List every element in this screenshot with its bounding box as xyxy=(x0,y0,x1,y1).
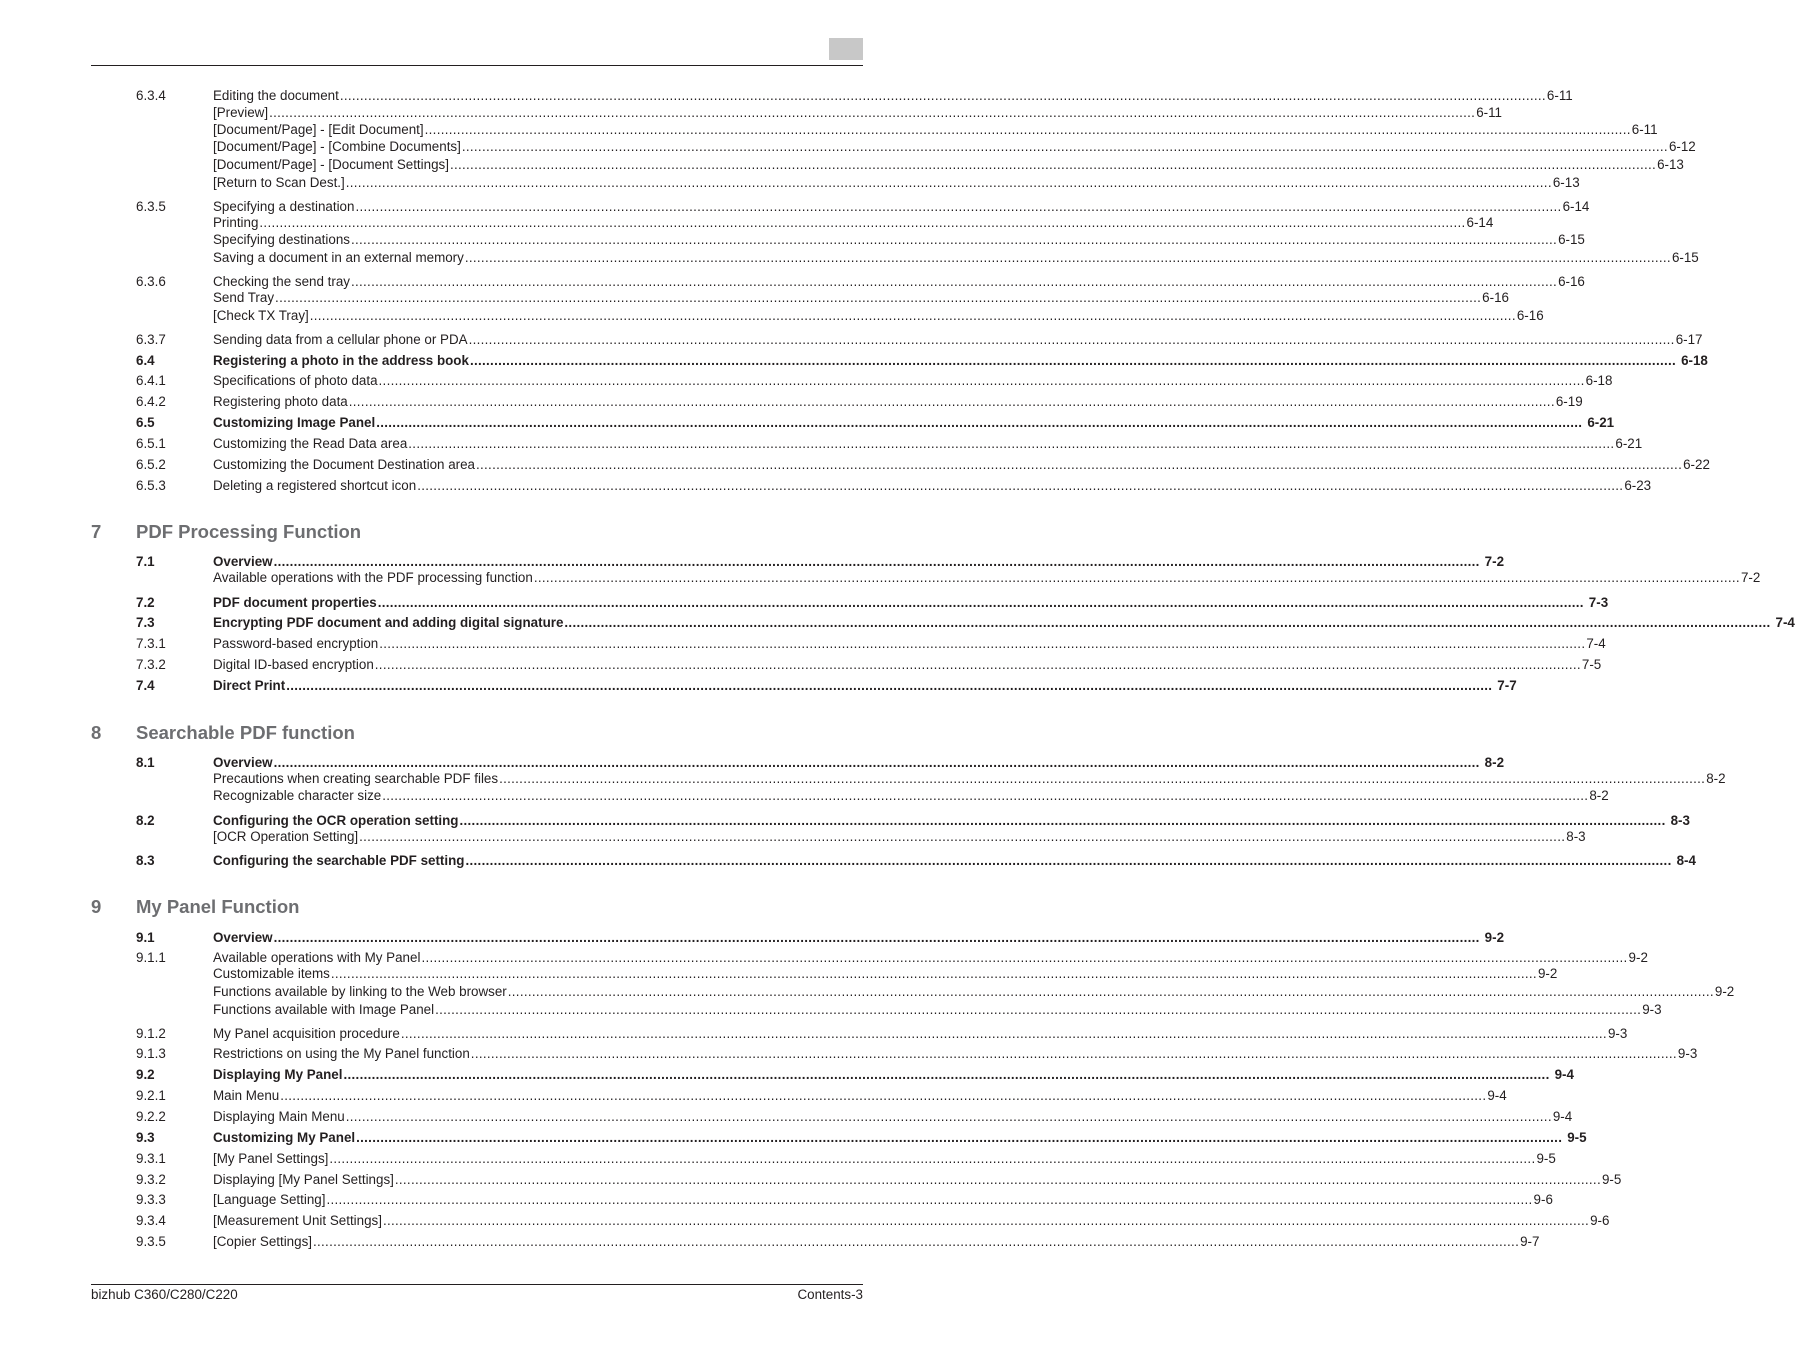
toc-entry-title: Overview xyxy=(213,554,273,569)
toc-entry-number: 7.3.2 xyxy=(136,657,166,672)
header-rule xyxy=(91,65,863,66)
toc-entry-number: 7.4 xyxy=(136,678,155,693)
toc-entry-title: [Copier Settings] xyxy=(213,1234,312,1249)
toc-entry-line xyxy=(213,852,1696,869)
toc-entry-number: 9.1 xyxy=(136,930,155,945)
toc-entry-number: 6.3.5 xyxy=(136,199,166,214)
chapter-heading-7 xyxy=(91,520,863,544)
toc-entry[interactable] xyxy=(136,1025,1628,1042)
toc-entry-number: 9.2.2 xyxy=(136,1109,166,1124)
toc-entry-page: 9-6 xyxy=(1533,1192,1553,1207)
dot-leader: ............................................................................................................................................................................................................................................................................................................ xyxy=(273,554,1480,569)
toc-entry-page: 6-16 xyxy=(1558,274,1585,289)
toc-entry-number: 7.3 xyxy=(136,615,155,630)
dot-leader: ............................................................................................................................................................................................................................................................................................................ xyxy=(400,1026,1607,1041)
toc-entry-line xyxy=(213,1150,1556,1167)
dot-leader: ............................................................................................................................................................................................................................................................................................................ xyxy=(421,950,1628,965)
dot-leader: ............................................................................................................................................................................................................................................................................................................ xyxy=(417,478,1624,493)
toc-entry[interactable] xyxy=(136,331,1703,348)
dot-leader: ............................................................................................................................................................................................................................................................................................................ xyxy=(469,353,1677,368)
toc-entry-number: 8.1 xyxy=(136,755,155,770)
toc-entry-number: 7.3.1 xyxy=(136,636,166,651)
toc-entry-line xyxy=(213,569,1761,586)
toc-entry-line xyxy=(213,1087,1507,1104)
toc-entry[interactable] xyxy=(136,1087,1507,1104)
toc-section-entry[interactable] xyxy=(136,594,1609,611)
toc-entry-line xyxy=(213,477,1652,494)
dot-leader: ............................................................................................................................................................................................................................................................................................................ xyxy=(348,394,1555,409)
dot-leader: ............................................................................................................................................................................................................................................................................................................ xyxy=(378,373,1585,388)
dot-leader: ............................................................................................................................................................................................................................................................................................................ xyxy=(309,308,1516,323)
toc-entry-line xyxy=(213,87,1573,104)
toc-entry-line xyxy=(213,1025,1628,1042)
chapter-title: My Panel Function xyxy=(136,896,300,917)
dot-leader: ............................................................................................................................................................................................................................................................................................................ xyxy=(329,1151,1536,1166)
toc-entry-line xyxy=(213,812,1690,829)
toc-entry-number: 9.2.1 xyxy=(136,1088,166,1103)
toc-entry[interactable] xyxy=(136,1171,1622,1188)
toc-entry-page: 7-3 xyxy=(1588,595,1609,610)
dot-leader: ............................................................................................................................................................................................................................................................................................................ xyxy=(377,595,1584,610)
toc-entry-title: Registering photo data xyxy=(213,394,348,409)
toc-entry-title: Customizing the Read Data area xyxy=(213,436,408,451)
dot-leader: ............................................................................................................................................................................................................................................................................................................ xyxy=(382,1213,1590,1228)
toc-entry-title: Overview xyxy=(213,930,273,945)
toc-entry-number: 9.3.1 xyxy=(136,1151,166,1166)
toc-entry-line xyxy=(213,104,1502,121)
dot-leader: ............................................................................................................................................................................................................................................................................................................ xyxy=(470,1046,1677,1061)
toc-entry[interactable] xyxy=(136,372,1613,389)
toc-entry[interactable] xyxy=(136,1001,1662,1018)
toc-entry-page: 6-14 xyxy=(1562,199,1590,214)
toc-entry[interactable] xyxy=(136,289,1509,306)
toc-entry-number: 9.3 xyxy=(136,1130,155,1145)
toc-entry-line xyxy=(213,635,1606,652)
toc-entry-title: [Document/Page] - [Combine Documents] xyxy=(213,139,461,154)
toc-entry-title: [My Panel Settings] xyxy=(213,1151,329,1166)
toc-entry-number: 8.3 xyxy=(136,853,155,868)
toc-entry-line xyxy=(213,273,1585,290)
toc-entry-number: 6.5.3 xyxy=(136,478,166,493)
toc-entry[interactable] xyxy=(136,1045,1698,1062)
toc-entry-line xyxy=(213,331,1703,348)
dot-leader: ............................................................................................................................................................................................................................................................................................................ xyxy=(269,105,1476,120)
toc-entry-page: 9-3 xyxy=(1642,1002,1662,1017)
footer-rule xyxy=(91,1284,863,1285)
toc-entry[interactable] xyxy=(136,1150,1556,1167)
toc-entry-line xyxy=(213,1212,1610,1229)
toc-entry[interactable] xyxy=(136,174,1580,191)
toc-entry-line xyxy=(213,138,1696,155)
toc-entry[interactable] xyxy=(136,393,1583,410)
toc-entry-page: 9-3 xyxy=(1607,1026,1628,1041)
toc-section-entry[interactable] xyxy=(136,414,1615,431)
toc-entry-line xyxy=(213,456,1710,473)
toc-entry-number: 7.1 xyxy=(136,554,155,569)
toc-entry-number: 6.3.6 xyxy=(136,274,166,289)
dot-leader: ............................................................................................................................................................................................................................................................................................................ xyxy=(273,755,1480,770)
toc-entry-line xyxy=(213,352,1708,369)
toc-entry-number: 9.1.1 xyxy=(136,950,166,965)
toc-entry-page: 9-7 xyxy=(1520,1234,1540,1249)
toc-entry-number: 9.3.2 xyxy=(136,1172,166,1187)
toc-entry-page: 7-5 xyxy=(1581,657,1602,672)
toc-entry-number: 9.3.5 xyxy=(136,1234,166,1249)
toc-entry-number: 8.2 xyxy=(136,813,155,828)
toc-entry-line xyxy=(213,372,1613,389)
footer-page-label: Contents-3 xyxy=(797,1287,863,1302)
toc-entry-line xyxy=(213,174,1580,191)
toc-entry[interactable] xyxy=(136,214,1494,231)
dot-leader: ............................................................................................................................................................................................................................................................................................................ xyxy=(449,157,1657,172)
toc-entry-title: Editing the document xyxy=(213,88,339,103)
dot-leader: ............................................................................................................................................................................................................................................................................................................ xyxy=(459,813,1666,828)
toc-entry-line xyxy=(213,231,1585,248)
toc-entry[interactable] xyxy=(136,104,1502,121)
toc-entry[interactable] xyxy=(136,198,1590,215)
dot-leader: ............................................................................................................................................................................................................................................................................................................ xyxy=(330,966,1537,981)
toc-entry-title: Direct Print xyxy=(213,678,286,693)
toc-entry-line xyxy=(213,1191,1553,1208)
dot-leader: ............................................................................................................................................................................................................................................................................................................ xyxy=(461,139,1668,154)
toc-entry-page: 6-15 xyxy=(1671,250,1699,265)
toc-entry[interactable] xyxy=(136,435,1643,452)
chapter-number: 9 xyxy=(91,896,102,917)
toc-entry-title: PDF document properties xyxy=(213,595,377,610)
toc-section-entry[interactable] xyxy=(136,929,1505,946)
toc-entry-page: 9-5 xyxy=(1536,1151,1556,1166)
toc-entry-page: 7-7 xyxy=(1497,678,1517,693)
toc-entry-number: 7.2 xyxy=(136,595,155,610)
dot-leader: ............................................................................................................................................................................................................................................................................................................ xyxy=(345,1109,1552,1124)
dot-leader: ............................................................................................................................................................................................................................................................................................................ xyxy=(356,1130,1563,1145)
toc-entry-page: 7-4 xyxy=(1586,636,1606,651)
toc-entry[interactable] xyxy=(136,770,1726,787)
toc-entry-page: 9-2 xyxy=(1628,950,1648,965)
toc-entry-title: Main Menu xyxy=(213,1088,280,1103)
toc-entry-page: 9-5 xyxy=(1567,1130,1587,1145)
toc-entry-line xyxy=(213,614,1795,631)
toc-entry[interactable] xyxy=(136,656,1602,673)
toc-entry[interactable] xyxy=(136,828,1586,845)
toc-entry[interactable] xyxy=(136,231,1585,248)
toc-entry-page: 6-16 xyxy=(1516,308,1544,323)
toc-entry-number: 9.2 xyxy=(136,1067,155,1082)
toc-section-entry[interactable] xyxy=(136,852,1696,869)
toc-entry-line xyxy=(213,983,1735,1000)
dot-leader: ............................................................................................................................................................................................................................................................................................................ xyxy=(343,1067,1550,1082)
toc-entry-title: Configuring the searchable PDF setting xyxy=(213,853,465,868)
dot-leader: ............................................................................................................................................................................................................................................................................................................ xyxy=(465,853,1672,868)
toc-entry-title: Precautions when creating searchable PDF files xyxy=(213,771,499,786)
dot-leader: ............................................................................................................................................................................................................................................................................................................ xyxy=(435,1002,1642,1017)
toc-entry-page: 6-13 xyxy=(1657,157,1684,172)
toc-entry-title: My Panel acquisition procedure xyxy=(213,1026,400,1041)
toc-entry-page: 6-18 xyxy=(1681,353,1708,368)
toc-entry-line xyxy=(213,414,1615,431)
dot-leader: ............................................................................................................................................................................................................................................................................................................ xyxy=(382,788,1589,803)
toc-entry-page: 8-3 xyxy=(1670,813,1690,828)
chapter-title: PDF Processing Function xyxy=(136,521,362,542)
toc-entry-number: 6.5 xyxy=(136,415,155,430)
toc-entry-page: 9-2 xyxy=(1484,930,1505,945)
toc-entry-line xyxy=(213,787,1609,804)
toc-entry-title: Customizing the Document Destination area xyxy=(213,457,475,472)
toc-entry-line xyxy=(213,198,1590,215)
chapter-heading-8 xyxy=(91,721,863,745)
dot-leader: ............................................................................................................................................................................................................................................................................................................ xyxy=(259,215,1466,230)
toc-section-entry[interactable] xyxy=(136,812,1690,829)
toc-entry-line xyxy=(213,656,1602,673)
toc-entry-line xyxy=(213,1045,1698,1062)
toc-entry-page: 9-4 xyxy=(1554,1067,1574,1082)
dot-leader: ............................................................................................................................................................................................................................................................................................................ xyxy=(339,88,1546,103)
toc-entry-line xyxy=(213,1233,1540,1250)
toc-entry[interactable] xyxy=(136,965,1558,982)
dot-leader: ............................................................................................................................................................................................................................................................................................................ xyxy=(376,415,1583,430)
toc-entry-page: 7-4 xyxy=(1775,615,1795,630)
toc-entry-page: 9-3 xyxy=(1677,1046,1698,1061)
toc-entry-number: 6.4 xyxy=(136,353,155,368)
toc-entry-line xyxy=(213,929,1505,946)
toc-entry-page: 9-6 xyxy=(1590,1213,1610,1228)
toc-entry-title: Displaying Main Menu xyxy=(213,1109,345,1124)
toc-entry-title: [Document/Page] - [Edit Document] xyxy=(213,122,424,137)
toc-entry-title: [Measurement Unit Settings] xyxy=(213,1213,382,1228)
toc-entry-page: 6-11 xyxy=(1476,105,1502,120)
dot-leader: ............................................................................................................................................................................................................................................................................................................ xyxy=(326,1192,1533,1207)
toc-entry-title: [Preview] xyxy=(213,105,269,120)
toc-entry[interactable] xyxy=(136,249,1699,266)
toc-entry-line xyxy=(213,754,1505,771)
toc-entry-title: Password-based encryption xyxy=(213,636,379,651)
chapter-number: 7 xyxy=(91,521,102,542)
dot-leader: ............................................................................................................................................................................................................................................................................................................ xyxy=(476,457,1683,472)
chapter-number: 8 xyxy=(91,722,102,743)
toc-entry-title: Saving a document in an external memory xyxy=(213,250,464,265)
toc-entry[interactable] xyxy=(136,1191,1553,1208)
toc-entry-title: Send Tray xyxy=(213,290,275,305)
toc-entry-line xyxy=(213,594,1609,611)
toc-entry-title: Configuring the OCR operation setting xyxy=(213,813,459,828)
toc-entry-page: 6-18 xyxy=(1585,373,1613,388)
toc-entry-page: 6-15 xyxy=(1558,232,1585,247)
toc-entry-page: 9-4 xyxy=(1487,1088,1507,1103)
dot-leader: ............................................................................................................................................................................................................................................................................................................ xyxy=(275,290,1482,305)
toc-entry-title: Printing xyxy=(213,215,259,230)
toc-entry-number: 6.4.1 xyxy=(136,373,166,388)
dot-leader: ............................................................................................................................................................................................................................................................................................................ xyxy=(533,570,1740,585)
toc-entry-line xyxy=(213,1066,1574,1083)
toc-entry-line xyxy=(213,1001,1662,1018)
toc-entry-title: [Check TX Tray] xyxy=(213,308,309,323)
toc-entry-line xyxy=(213,307,1544,324)
toc-entry[interactable] xyxy=(136,949,1648,966)
dot-leader: ............................................................................................................................................................................................................................................................................................................ xyxy=(350,274,1558,289)
toc-entry-page: 6-22 xyxy=(1683,457,1710,472)
toc-entry-title: Encrypting PDF document and adding digital signature xyxy=(213,615,564,630)
toc-entry-number: 9.1.3 xyxy=(136,1046,166,1061)
toc-entry-page: 6-16 xyxy=(1482,290,1509,305)
toc-entry-page: 6-21 xyxy=(1587,415,1615,430)
toc-entry-line xyxy=(213,393,1583,410)
toc-entry[interactable] xyxy=(136,983,1735,1000)
toc-entry[interactable] xyxy=(136,456,1710,473)
dot-leader: ............................................................................................................................................................................................................................................................................................................ xyxy=(468,332,1675,347)
toc-entry-title: Specifications of photo data xyxy=(213,373,378,388)
toc-entry-line xyxy=(213,949,1648,966)
toc-entry-title: Deleting a registered shortcut icon xyxy=(213,478,417,493)
toc-entry-page: 9-2 xyxy=(1714,984,1735,999)
toc-entry[interactable] xyxy=(136,87,1573,104)
dot-leader: ............................................................................................................................................................................................................................................................................................................ xyxy=(507,984,1714,999)
toc-entry-line xyxy=(213,156,1684,173)
dot-leader: ............................................................................................................................................................................................................................................................................................................ xyxy=(499,771,1706,786)
toc-entry[interactable] xyxy=(136,477,1652,494)
toc-entry-page: 8-2 xyxy=(1589,788,1609,803)
toc-entry-line xyxy=(213,1171,1622,1188)
toc-entry-title: Customizable items xyxy=(213,966,330,981)
toc-entry-title: Digital ID-based encryption xyxy=(213,657,374,672)
toc-entry[interactable] xyxy=(136,1212,1610,1229)
toc-entry-line xyxy=(213,435,1643,452)
toc-entry-line xyxy=(213,965,1558,982)
dot-leader: ............................................................................................................................................................................................................................................................................................................ xyxy=(286,678,1493,693)
toc-entry-title: Functions available with Image Panel xyxy=(213,1002,435,1017)
toc-entry-line xyxy=(213,1108,1573,1125)
toc-entry-title: Displaying [My Panel Settings] xyxy=(213,1172,394,1187)
dot-leader: ............................................................................................................................................................................................................................................................................................................ xyxy=(359,829,1566,844)
toc-entry[interactable] xyxy=(136,156,1684,173)
toc-entry-title: Checking the send tray xyxy=(213,274,350,289)
footer-product-name: bizhub C360/C280/C220 xyxy=(91,1287,238,1302)
toc-entry-title: Customizing Image Panel xyxy=(213,415,376,430)
toc-entry-line xyxy=(213,249,1699,266)
toc-entry-page: 8-4 xyxy=(1676,853,1696,868)
toc-entry-page: 6-13 xyxy=(1552,175,1580,190)
toc-entry-number: 9.3.3 xyxy=(136,1192,166,1207)
toc-entry-number: 9.1.2 xyxy=(136,1026,166,1041)
toc-entry[interactable] xyxy=(136,787,1609,804)
toc-entry-page: 8-3 xyxy=(1566,829,1586,844)
toc-entry-number: 6.4.2 xyxy=(136,394,166,409)
toc-entry-title: Functions available by linking to the Web browser xyxy=(213,984,507,999)
toc-entry-title: Specifying destinations xyxy=(213,232,350,247)
toc-entry-page: 6-17 xyxy=(1675,332,1703,347)
toc-entry[interactable] xyxy=(136,569,1761,586)
toc-section-entry[interactable] xyxy=(136,614,1795,631)
toc-entry-page: 9-2 xyxy=(1537,966,1558,981)
toc-entry-page: 6-11 xyxy=(1631,122,1658,137)
toc-entry-line xyxy=(213,770,1726,787)
toc-entry-page: 6-23 xyxy=(1624,478,1652,493)
dot-leader: ............................................................................................................................................................................................................................................................................................................ xyxy=(350,232,1558,247)
dot-leader: ............................................................................................................................................................................................................................................................................................................ xyxy=(374,657,1581,672)
toc-entry-title: Overview xyxy=(213,755,273,770)
toc-entry-title: Restrictions on using the My Panel function xyxy=(213,1046,470,1061)
toc-entry-number: 6.5.2 xyxy=(136,457,166,472)
toc-entry[interactable] xyxy=(136,307,1544,324)
toc-entry-title: [OCR Operation Setting] xyxy=(213,829,359,844)
toc-entry-number: 9.3.4 xyxy=(136,1213,166,1228)
toc-section-entry[interactable] xyxy=(136,677,1517,694)
dot-leader: ............................................................................................................................................................................................................................................................................................................ xyxy=(273,930,1480,945)
toc-entry-page: 6-19 xyxy=(1555,394,1583,409)
toc-entry-page: 7-2 xyxy=(1740,570,1761,585)
toc-section-entry[interactable] xyxy=(136,754,1505,771)
toc-entry-number: 6.5.1 xyxy=(136,436,166,451)
toc-entry-title: Sending data from a cellular phone or PDA xyxy=(213,332,468,347)
chapter-heading-9 xyxy=(91,895,863,919)
toc-entry-page: 6-21 xyxy=(1615,436,1643,451)
toc-entry-title: Registering a photo in the address book xyxy=(213,353,469,368)
chapter-title: Searchable PDF function xyxy=(136,722,355,743)
toc-entry-title: [Language Setting] xyxy=(213,1192,326,1207)
toc-section-entry[interactable] xyxy=(136,553,1505,570)
toc-entry-title: Recognizable character size xyxy=(213,788,382,803)
toc-entry[interactable] xyxy=(136,635,1606,652)
toc-entry[interactable] xyxy=(136,138,1696,155)
toc-section-entry[interactable] xyxy=(136,352,1708,369)
toc-entry-title: [Return to Scan Dest.] xyxy=(213,175,345,190)
toc-entry-page: 6-11 xyxy=(1546,88,1573,103)
dot-leader: ............................................................................................................................................................................................................................................................................................................ xyxy=(464,250,1671,265)
toc-entry-line xyxy=(213,121,1658,138)
toc-section-entry[interactable] xyxy=(136,1129,1587,1146)
toc-entry-line xyxy=(213,214,1494,231)
toc-entry-page: 8-2 xyxy=(1484,755,1505,770)
dot-leader: ............................................................................................................................................................................................................................................................................................................ xyxy=(345,175,1552,190)
toc-entry[interactable] xyxy=(136,273,1585,290)
toc-entry-number: 6.3.7 xyxy=(136,332,166,347)
toc-entry[interactable] xyxy=(136,121,1658,138)
toc-entry-title: Available operations with the PDF processing function xyxy=(213,570,533,585)
dot-leader: ............................................................................................................................................................................................................................................................................................................ xyxy=(394,1172,1601,1187)
dot-leader: ............................................................................................................................................................................................................................................................................................................ xyxy=(313,1234,1520,1249)
dot-leader: ............................................................................................................................................................................................................................................................................................................ xyxy=(355,199,1562,214)
toc-entry-line xyxy=(213,289,1509,306)
dot-leader: ............................................................................................................................................................................................................................................................................................................ xyxy=(280,1088,1487,1103)
toc-entry-number: 6.3.4 xyxy=(136,88,166,103)
header-tab-marker xyxy=(829,38,863,60)
toc-entry-title: Displaying My Panel xyxy=(213,1067,343,1082)
toc-entry-page: 9-5 xyxy=(1601,1172,1622,1187)
toc-entry-line xyxy=(213,1129,1587,1146)
toc-entry-line xyxy=(213,828,1586,845)
dot-leader: ............................................................................................................................................................................................................................................................................................................ xyxy=(408,436,1615,451)
toc-entry-title: Customizing My Panel xyxy=(213,1130,356,1145)
dot-leader: ............................................................................................................................................................................................................................................................................................................ xyxy=(379,636,1586,651)
toc-entry-line xyxy=(213,553,1505,570)
toc-entry-line xyxy=(213,677,1517,694)
dot-leader: ............................................................................................................................................................................................................................................................................................................ xyxy=(564,615,1771,630)
toc-entry-page: 6-14 xyxy=(1466,215,1494,230)
toc-section-entry[interactable] xyxy=(136,1066,1574,1083)
toc-entry-title: Specifying a destination xyxy=(213,199,355,214)
toc-entry[interactable] xyxy=(136,1233,1540,1250)
toc-entry[interactable] xyxy=(136,1108,1573,1125)
toc-entry-page: 7-2 xyxy=(1484,554,1505,569)
toc-entry-title: [Document/Page] - [Document Settings] xyxy=(213,157,449,172)
toc-entry-title: Available operations with My Panel xyxy=(213,950,421,965)
toc-entry-page: 6-12 xyxy=(1668,139,1696,154)
dot-leader: ............................................................................................................................................................................................................................................................................................................ xyxy=(424,122,1631,137)
toc-entry-page: 8-2 xyxy=(1706,771,1726,786)
toc-entry-page: 9-4 xyxy=(1552,1109,1573,1124)
